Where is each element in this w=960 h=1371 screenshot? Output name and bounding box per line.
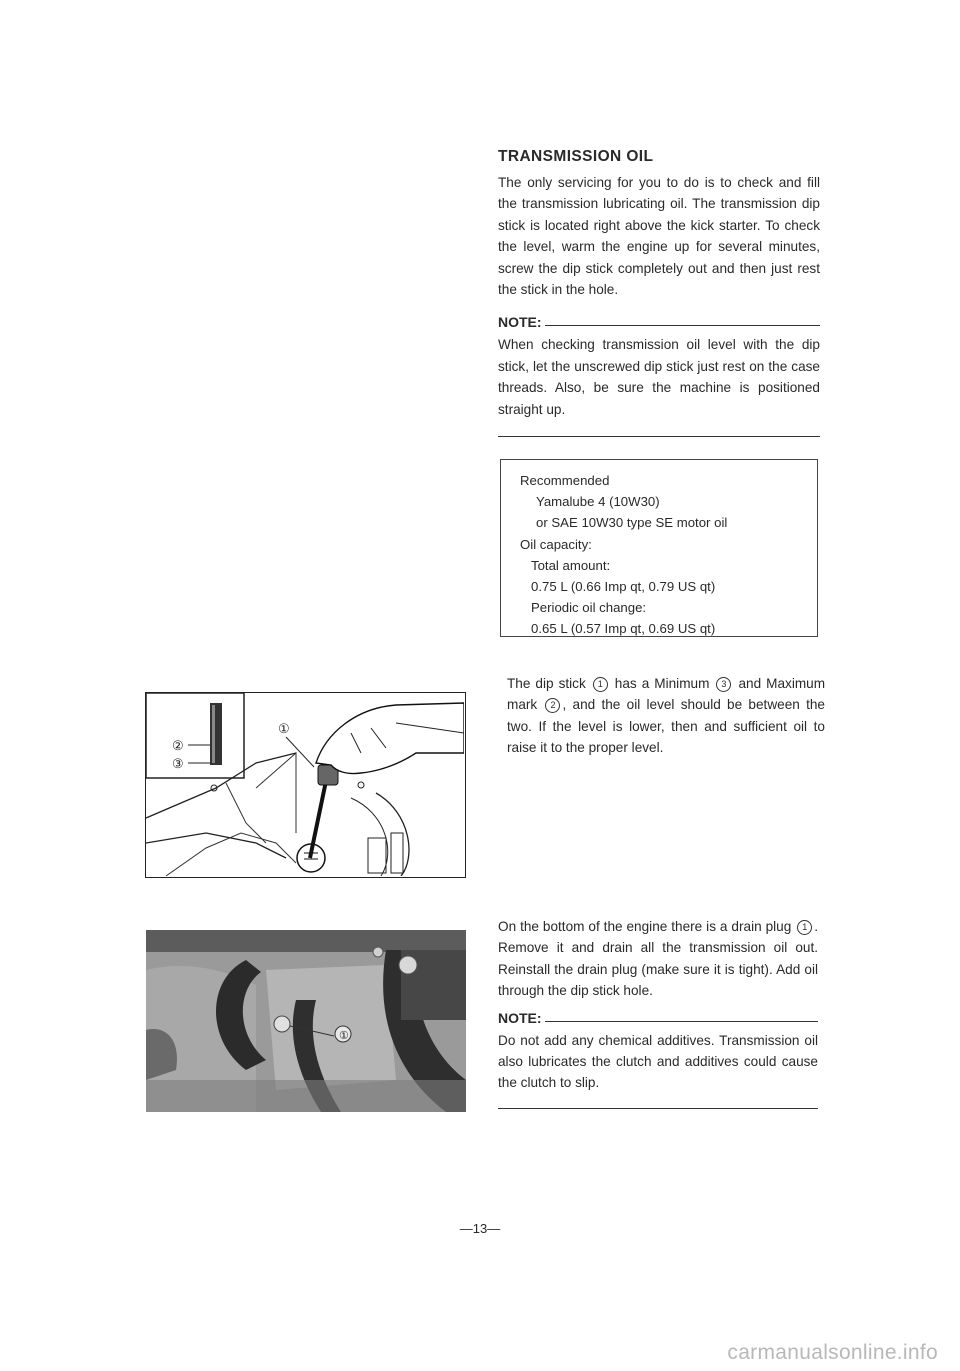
intro-paragraph: The only servicing for you to do is to check and fill the transmission lubricating oil. The transmission dip stick is located right above the kick starter. To check the level, warm the engine up for several minutes, screw the dip stick completely out and then just rest the stick in the hole.: [498, 175, 820, 298]
dipstick-text-b: has a Minimum: [614, 676, 710, 691]
drain-section: [498, 916, 818, 1109]
spec-total-label: Total amount:: [531, 557, 611, 573]
spec-oil-primary: Yamalube 4 (10W30): [536, 494, 660, 510]
callout-marker-1: 1: [593, 677, 608, 692]
spec-oil-alt: or SAE 10W30 type SE motor oil: [536, 515, 728, 531]
note-header-2: [498, 1010, 818, 1026]
drain-plug-photo: [146, 930, 466, 1112]
transmission-oil-section: [498, 148, 820, 437]
drain-plug-drawing: [146, 930, 466, 1112]
figure-label-1: ①: [278, 721, 290, 736]
note-end-rule: [498, 436, 820, 437]
dipstick-drawing: [146, 693, 464, 876]
drain-text-a: On the bottom of the engine there is a drain plug: [498, 919, 792, 934]
spec-recommended-label: Recommended: [520, 473, 610, 488]
dipstick-illustration: [145, 692, 466, 878]
dipstick-text-a: The dip stick: [507, 676, 586, 691]
note-rule-2: [545, 1021, 818, 1022]
note-block-2: [498, 1010, 818, 1109]
watermark-text: carmanualsonline.info: [727, 1341, 938, 1364]
spec-periodic-label: Periodic oil change:: [531, 600, 647, 616]
drain-paragraph: [498, 916, 818, 1002]
photo-label-1: ①: [339, 1030, 349, 1042]
dipstick-paragraph: [507, 673, 825, 759]
note-label: NOTE:: [498, 314, 542, 331]
page-number: —13—: [459, 1221, 501, 1236]
figure-label-2: ②: [172, 738, 184, 753]
spec-capacity-label: Oil capacity:: [520, 536, 592, 552]
section-title: TRANSMISSION OIL: [498, 148, 654, 165]
drain-text-b: . Remove it and drain all the transmission oil out. Reinstall the drain plug (make sure it is tight). Add oil through the dip stick hole.: [498, 919, 818, 999]
note-header: [498, 314, 820, 330]
note-end-rule-2: [498, 1108, 818, 1109]
dipstick-text-c: and Maximum mark: [507, 676, 826, 713]
note-rule: [545, 325, 820, 326]
note-text: When checking transmission oil level with the dip stick, let the unscrewed dip stick just rest on the case threads. Also, be sure the machine is positioned straight up.: [498, 337, 820, 417]
dipstick-text-d: , and the oil level should be between the two. If the level is lower, then and sufficient oil to raise it to the proper level.: [507, 697, 825, 756]
note-text-2: Do not add any chemical additives. Transmission oil also lubricates the clutch and additives could cause the clutch to slip.: [498, 1032, 818, 1091]
note-label-2: NOTE:: [498, 1009, 542, 1026]
callout-marker-2: 2: [545, 698, 560, 713]
dipstick-section: [507, 673, 825, 759]
note-block-1: [498, 314, 820, 437]
spec-periodic-value: 0.65 L (0.57 Imp qt, 0.69 US qt): [531, 621, 716, 637]
spec-total-value: 0.75 L (0.66 Imp qt, 0.79 US qt): [531, 579, 716, 595]
oil-spec-box: [500, 459, 818, 637]
callout-marker-3: 3: [716, 677, 731, 692]
drain-callout-marker-1: 1: [797, 920, 812, 935]
figure-label-3: ③: [172, 756, 184, 771]
